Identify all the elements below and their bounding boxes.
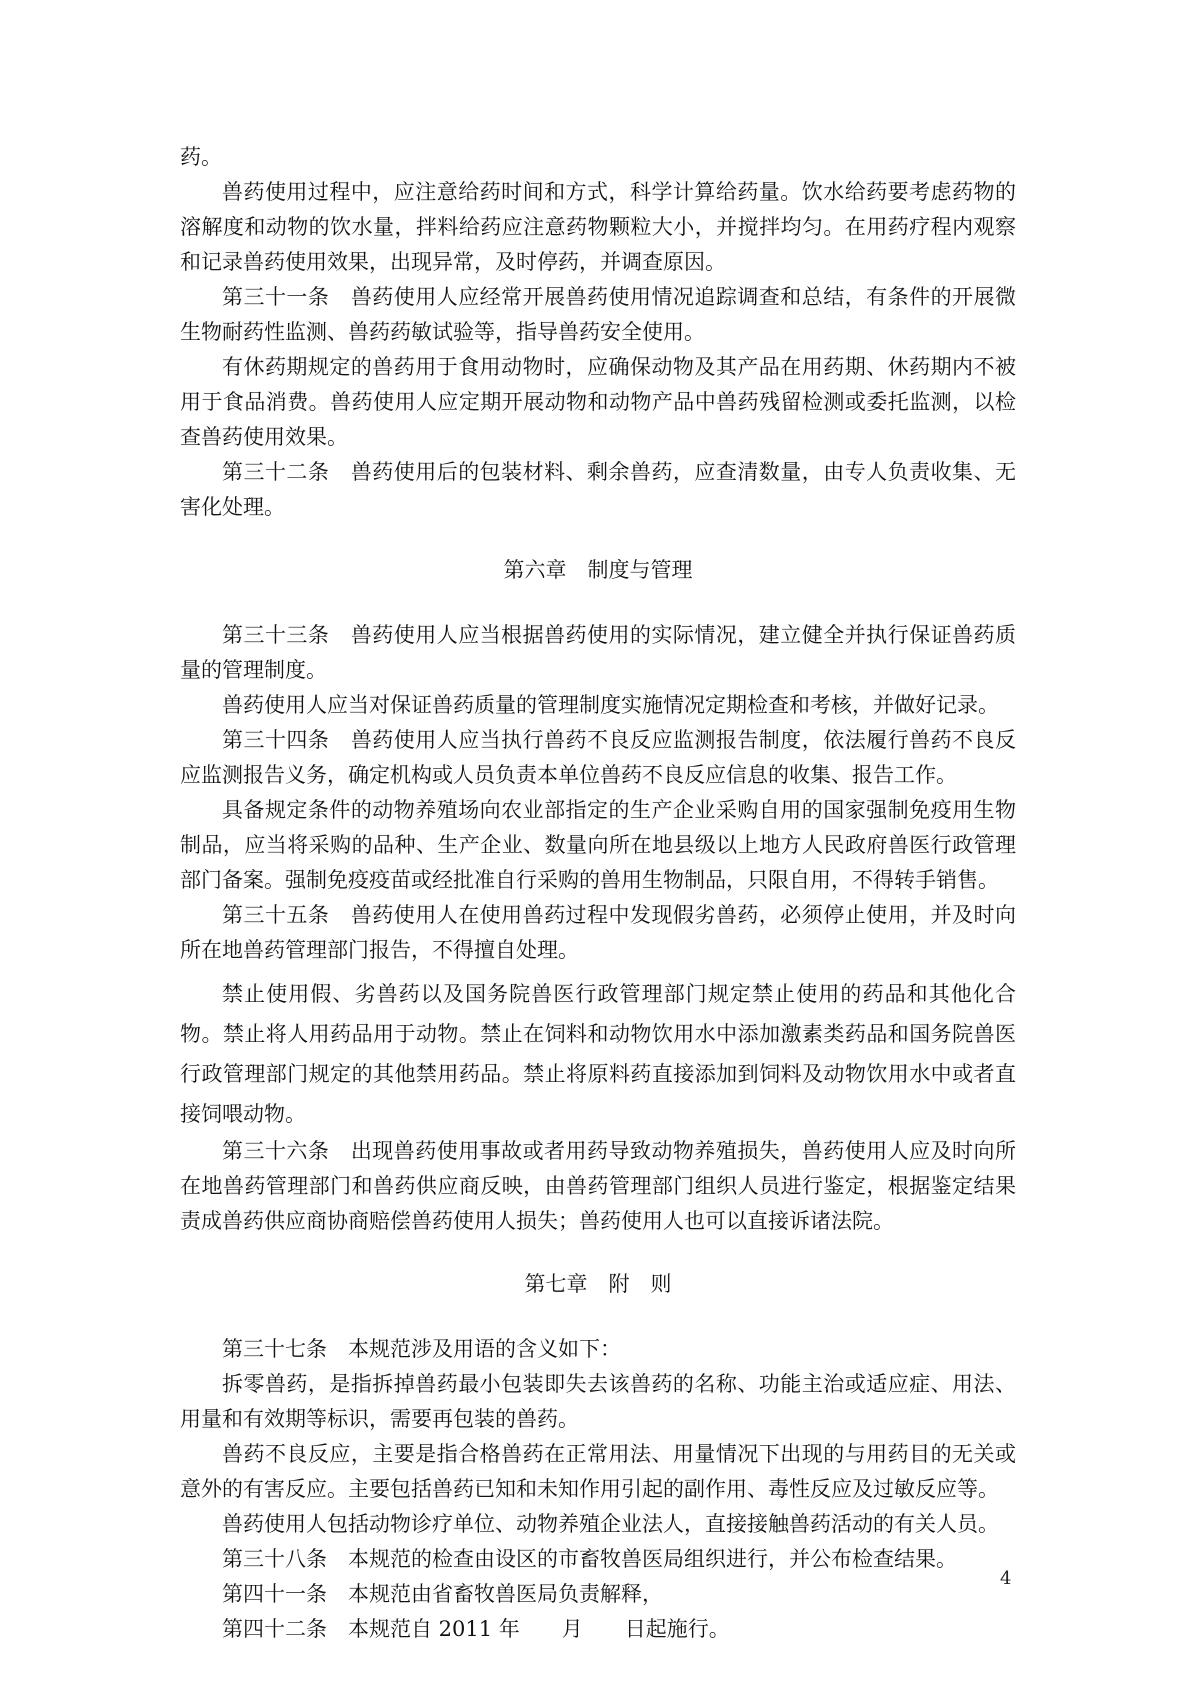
page-number: 4 (1000, 1568, 1012, 1589)
article-35: 第三十五条 兽药使用人在使用兽药过程中发现假劣兽药，必须停止使用，并及时向所在地兽药管理部门报告，不得擅自处理。 (180, 903, 1016, 962)
spacer (180, 1239, 1016, 1267)
definition-split-drugs: 拆零兽药，是指拆掉兽药最小包装即失去该兽药的名称、功能主治或适应症、用法、用量和有效期等标识，需要再包装的兽药。 (180, 1372, 1016, 1431)
article-37: 第三十七条 本规范涉及用语的含义如下： (222, 1337, 621, 1361)
paragraph-dosing: 兽药使用过程中，应注意给药时间和方式，科学计算给药量。饮水给药要考虑药物的溶解度和动物的饮水量，拌料给药应注意药物颗粒大小，并搅拌均匀。在用药疗程内观察和记录兽药使用效果，出现异常，及时停药，并调查原因。 (180, 180, 1016, 274)
spacer (180, 588, 1016, 618)
article-33: 第三十三条 兽药使用人应当根据兽药使用的实际情况，建立健全并执行保证兽药质量的管理制度。 (180, 623, 1016, 682)
article-38: 第三十八条 本规范的检查由设区的市畜牧兽医局组织进行，并公布检查结果。 (222, 1547, 957, 1571)
paragraph-continuation: 药。 (180, 145, 222, 169)
article-41: 第四十一条 本规范由省畜牧兽医局负责解释， (222, 1582, 663, 1606)
article-36: 第三十六条 出现兽药使用事故或者用药导致动物养殖损失，兽药使用人应及时向所在地兽药管理部门和兽药供应商反映，由兽药管理部门组织人员进行鉴定，根据鉴定结果责成兽药供应商协商赔偿兽药使用人损失；兽药使用人也可以直接诉诸法院。 (180, 1139, 1016, 1233)
definition-adverse-reaction: 兽药不良反应，主要是指合格兽药在正常用法、用量情况下出现的与用药目的无关或意外的有害反应。主要包括兽药已知和未知作用引起的副作用、毒性反应及过敏反应等。 (180, 1442, 1016, 1501)
definition-drug-user: 兽药使用人包括动物诊疗单位、动物养殖企业法人，直接接触兽药活动的有关人员。 (222, 1512, 999, 1536)
chapter-7-title: 第七章 附 则 (524, 1272, 672, 1296)
article-34: 第三十四条 兽药使用人应当执行兽药不良反应监测报告制度，依法履行兽药不良反应监测报告义务，确定机构或人员负责本单位兽药不良反应信息的收集、报告工作。 (180, 728, 1016, 787)
spacer (180, 1302, 1016, 1332)
paragraph-withdrawal-period: 有休药期规定的兽药用于食用动物时，应确保动物及其产品在用药期、休药期内不被用于食品消费。兽药使用人应定期开展动物和动物产品中兽药残留检测或委托监测，以检查兽药使用效果。 (180, 355, 1016, 449)
chapter-6-title: 第六章 制度与管理 (503, 558, 693, 582)
article-42: 第四十二条 本规范自 2011 年 月 日起施行。 (222, 1617, 730, 1641)
article-32: 第三十二条 兽药使用后的包装材料、剩余兽药，应查清数量，由专人负责收集、无害化处理。 (180, 460, 1016, 519)
paragraph-inspection: 兽药使用人应当对保证兽药质量的管理制度实施情况定期检查和考核，并做好记录。 (222, 693, 999, 717)
article-31: 第三十一条 兽药使用人应经常开展兽药使用情况追踪调查和总结，有条件的开展微生物耐药性监测、兽药药敏试验等，指导兽药安全使用。 (180, 285, 1016, 344)
spacer (180, 525, 1016, 553)
paragraph-prohibitions: 禁止使用假、劣兽药以及国务院兽医行政管理部门规定禁止使用的药品和其他化合物。禁止将人用药品用于动物。禁止在饲料和动物饮用水中添加激素类药品和国务院兽医行政管理部门规定的其他禁用药品。禁止将原料药直接添加到饲料及动物饮用水中或者直接饲喂动物。 (180, 982, 1016, 1126)
document-body (180, 140, 1016, 1647)
paragraph-vaccine-procurement: 具备规定条件的动物养殖场向农业部指定的生产企业采购自用的国家强制免疫用生物制品，应当将采购的品种、生产企业、数量向所在地县级以上地方人民政府兽医行政管理部门备案。强制免疫疫苗或经批准自行采购的兽用生物制品，只限自用，不得转手销售。 (180, 798, 1016, 892)
